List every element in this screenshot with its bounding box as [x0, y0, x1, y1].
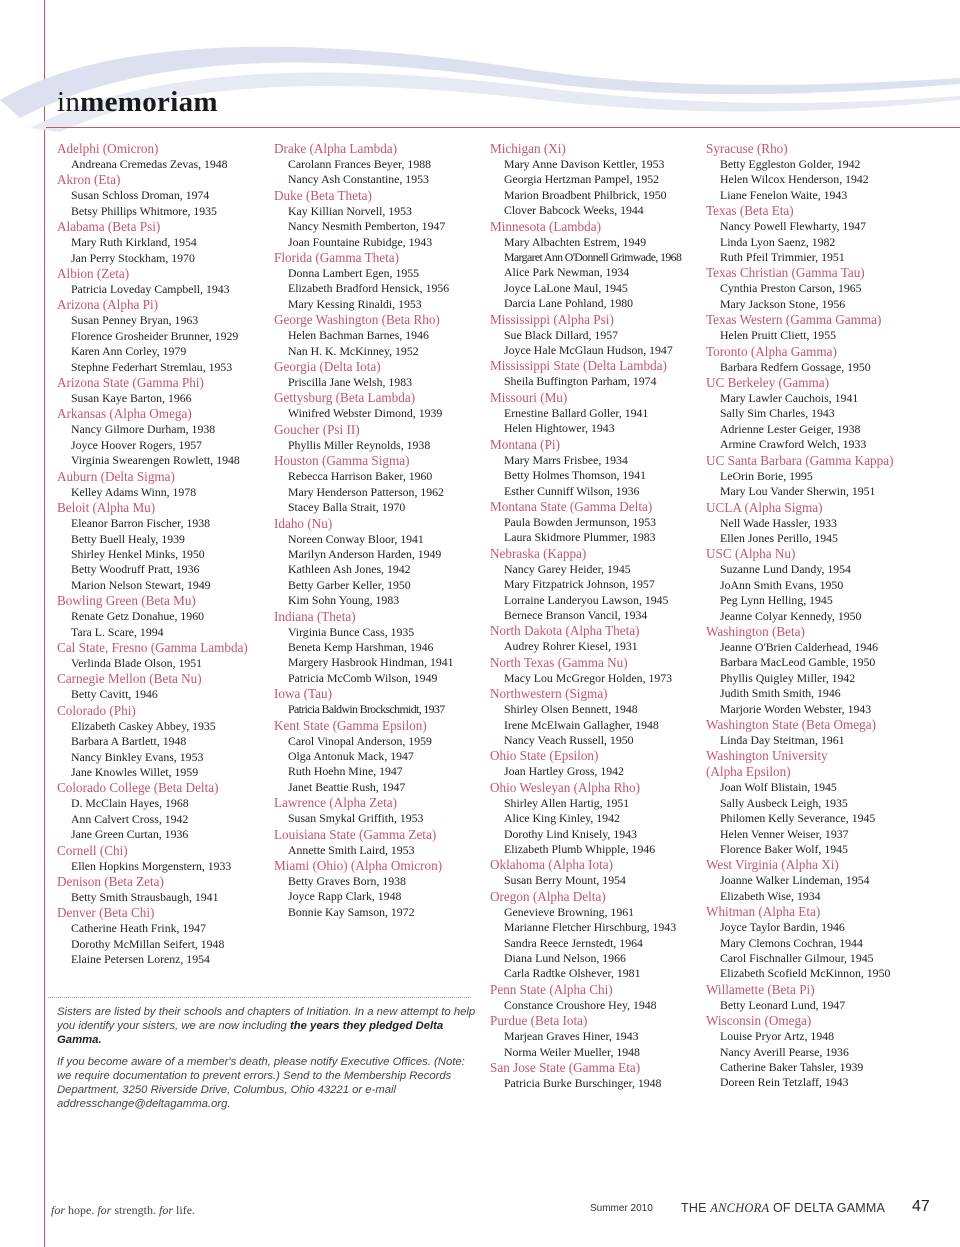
- column-4: [706, 141, 911, 1091]
- school-heading: Bowling Green (Beta Mu): [57, 593, 196, 609]
- member-entry: Verlinda Blade Olson, 1951: [71, 655, 203, 670]
- note-divider: [48, 997, 471, 998]
- member-entry: Liane Fenelon Waite, 1943: [720, 187, 848, 202]
- school-heading: Colorado College (Beta Delta): [57, 780, 219, 796]
- school-heading: Drake (Alpha Lambda): [274, 141, 398, 156]
- member-entry: Betty Holmes Thomson, 1941: [504, 468, 647, 483]
- school-heading: Duke (Beta Theta): [274, 187, 372, 203]
- member-entry: Ruth Hoehn Mine, 1947: [288, 764, 403, 779]
- member-entry: Nancy Nesmith Pemberton, 1947: [288, 219, 446, 234]
- school-heading: Cal State, Fresno (Gamma Lambda): [57, 639, 248, 655]
- school-heading: Wisconsin (Omega): [706, 1013, 812, 1029]
- member-entry: Kay Killian Norvell, 1953: [288, 203, 412, 218]
- member-entry: Joanne Walker Lindeman, 1954: [720, 873, 870, 888]
- member-entry: Georgia Hertzman Pampel, 1952: [504, 172, 660, 187]
- member-entry: Barbara MacLeod Gamble, 1950: [720, 655, 876, 670]
- member-entry: Jeanne O'Brien Calderhead, 1946: [720, 639, 879, 654]
- magazine-name: THE ANCHORA OF DELTA GAMMA: [681, 1201, 886, 1215]
- school-heading: Colorado (Phi): [57, 702, 136, 718]
- member-entry: Karen Ann Corley, 1979: [71, 344, 187, 359]
- member-entry: Alice King Kinley, 1942: [504, 811, 620, 826]
- school-heading: Ohio Wesleyan (Alpha Rho): [490, 779, 640, 795]
- title-rule: [46, 127, 960, 128]
- member-entry: Jan Perry Stockham, 1970: [71, 250, 195, 265]
- member-entry: Carol Fischnaller Gilmour, 1945: [720, 951, 874, 966]
- school-heading: Arkansas (Alpha Omega): [57, 406, 192, 422]
- member-entry: Marjorie Worden Webster, 1943: [720, 701, 872, 716]
- member-entry: Helen Hightower, 1943: [504, 421, 615, 436]
- member-entry: Dorothy McMillan Seifert, 1948: [71, 936, 225, 951]
- member-entry: Sue Black Dillard, 1957: [504, 327, 619, 342]
- member-entry: Betty Smith Strausbaugh, 1941: [71, 890, 219, 904]
- school-heading: North Texas (Gamma Nu): [490, 654, 628, 670]
- member-entry: Winifred Webster Dimond, 1939: [288, 406, 443, 421]
- member-entry: Dorothy Lind Knisely, 1943: [504, 826, 637, 841]
- member-entry: Sally Sim Charles, 1943: [720, 406, 835, 421]
- member-entry: Philomen Kelly Severance, 1945: [720, 811, 876, 826]
- school-heading: Kent State (Gamma Epsilon): [274, 717, 427, 733]
- school-heading: Carnegie Mellon (Beta Nu): [57, 671, 202, 687]
- member-entry: Nancy Veach Russell, 1950: [504, 732, 634, 747]
- member-entry: Ellen Jones Perillo, 1945: [720, 530, 838, 545]
- school-heading: Cornell (Chi): [57, 842, 128, 858]
- member-entry: Linda Day Steitman, 1961: [720, 732, 845, 747]
- member-entry: Barbara A Bartlett, 1948: [71, 734, 187, 749]
- member-entry: Mary Lawler Cauchois, 1941: [720, 391, 859, 406]
- member-entry: Joyce LaLone Maul, 1945: [504, 280, 628, 295]
- member-entry: Jane Knowles Willet, 1959: [71, 764, 199, 779]
- member-entry: Helen Bachman Barnes, 1946: [288, 328, 429, 343]
- member-entry: Patricia Baldwin Brockschmidt, 1937: [288, 702, 445, 717]
- school-heading: Arizona (Alpha Pi): [57, 297, 159, 313]
- member-entry: Donna Lambert Egen, 1955: [288, 266, 420, 281]
- school-heading: Syracuse (Rho): [706, 141, 788, 156]
- member-entry: Nancy Gilmore Durham, 1938: [71, 422, 216, 437]
- school-heading: Montana State (Gamma Delta): [490, 498, 653, 514]
- member-entry: Patricia Burke Burschinger, 1948: [504, 1076, 662, 1091]
- member-entry: Nancy Binkley Evans, 1953: [71, 749, 204, 764]
- school-heading: Whitman (Alpha Eta): [706, 904, 821, 920]
- school-heading: Ohio State (Epsilon): [490, 748, 599, 764]
- member-entry: Renate Getz Donahue, 1960: [71, 609, 204, 624]
- member-entry: Suzanne Lund Dandy, 1954: [720, 562, 851, 577]
- member-entry: Helen Pruitt Cliett, 1955: [720, 328, 836, 343]
- school-heading: Texas Christian (Gamma Tau): [706, 265, 865, 281]
- school-heading: Georgia (Delta Iota): [274, 359, 381, 375]
- member-entry: Genevieve Browning, 1961: [504, 904, 635, 919]
- school-heading: Gettysburg (Beta Lambda): [274, 390, 416, 406]
- member-entry: Joyce Rapp Clark, 1948: [288, 889, 402, 904]
- school-heading: Toronto (Alpha Gamma): [706, 343, 837, 359]
- member-entry: Patricia McComb Wilson, 1949: [288, 670, 438, 685]
- school-heading: Washington (Beta): [706, 623, 805, 639]
- member-entry: Jane Green Curtan, 1936: [71, 827, 189, 842]
- school-heading: Northwestern (Sigma): [490, 686, 608, 702]
- member-entry: JoAnn Smith Evans, 1950: [720, 577, 844, 592]
- member-entry: Shirley Olsen Bennett, 1948: [504, 702, 638, 717]
- school-heading: Beloit (Alpha Mu): [57, 500, 156, 516]
- member-entry: Alice Park Newman, 1934: [504, 265, 630, 280]
- member-entry: Cynthia Preston Carson, 1965: [720, 281, 862, 296]
- footer-tagline: for hope. for strength. for life.: [51, 1203, 196, 1217]
- member-entry: Nancy Averill Pearse, 1936: [720, 1044, 849, 1059]
- member-entry: Darcia Lane Pohland, 1980: [504, 296, 634, 311]
- member-entry: Mary Marrs Frisbee, 1934: [504, 452, 628, 467]
- member-entry: Bonnie Kay Samson, 1972: [288, 904, 415, 919]
- member-entry: Ruth Pfeil Trimmier, 1951: [720, 250, 845, 265]
- member-entry: Phyllis Quigley Miller, 1942: [720, 670, 856, 685]
- school-heading: Texas Western (Gamma Gamma): [706, 312, 882, 328]
- member-entry: Priscilla Jane Welsh, 1983: [288, 375, 412, 390]
- member-entry: Betty Eggleston Golder, 1942: [720, 157, 861, 171]
- member-entry: Betty Buell Healy, 1939: [71, 531, 185, 546]
- school-heading: North Dakota (Alpha Theta): [490, 623, 640, 639]
- school-heading: Minnesota (Lambda): [490, 218, 601, 234]
- school-heading: Adelphi (Omicron): [57, 141, 159, 156]
- column-3: [490, 141, 695, 1091]
- member-entry: Paula Bowden Jermunson, 1953: [504, 514, 657, 529]
- member-entry: Jeanne Colyar Kennedy, 1950: [720, 608, 862, 623]
- school-heading: Nebraska (Kappa): [490, 545, 587, 561]
- member-entry: Florence Baker Wolf, 1945: [720, 842, 848, 856]
- member-entry: Susan Penney Bryan, 1963: [71, 313, 199, 328]
- member-entry: Virginia Swearengen Rowlett, 1948: [71, 453, 240, 468]
- school-heading: Arizona State (Gamma Phi): [57, 375, 204, 391]
- school-heading: USC (Alpha Nu): [706, 546, 796, 562]
- member-entry: Joyce Hoover Rogers, 1957: [71, 437, 203, 452]
- member-entry: Marion Nelson Stewart, 1949: [71, 577, 211, 592]
- school-heading: Michigan (Xi): [490, 141, 566, 156]
- member-entry: Annette Smith Laird, 1953: [288, 842, 415, 857]
- member-entry: Betty Woodruff Pratt, 1936: [71, 562, 200, 577]
- member-entry: Beneta Kemp Harshman, 1946: [288, 639, 434, 654]
- member-entry: Diana Lund Nelson, 1966: [504, 951, 626, 966]
- member-entry: Ellen Hopkins Morgenstern, 1933: [71, 858, 232, 873]
- school-heading: George Washington (Beta Rho): [274, 312, 440, 328]
- member-entry: D. McClain Hayes, 1968: [71, 796, 189, 811]
- member-entry: Olga Antonuk Mack, 1947: [288, 748, 414, 763]
- member-entry: Lorraine Landeryou Lawson, 1945: [504, 592, 669, 607]
- margin-rule: [44, 0, 45, 1247]
- member-entry: Carol Vinopal Anderson, 1959: [288, 733, 432, 748]
- member-entry: LeOrin Borie, 1995: [720, 468, 813, 483]
- member-entry: Marianne Fletcher Hirschburg, 1943: [504, 920, 677, 935]
- member-entry: Laura Skidmore Plummer, 1983: [504, 530, 656, 545]
- member-entry: Nancy Powell Flewharty, 1947: [720, 219, 867, 234]
- page-title: inmemoriam: [57, 86, 218, 118]
- member-entry: Janet Beattie Rush, 1947: [288, 779, 406, 794]
- member-entry: Stephne Federhart Stremlau, 1953: [71, 359, 233, 374]
- school-heading: Mississippi (Alpha Psi): [490, 311, 614, 327]
- member-entry: Ernestine Ballard Goller, 1941: [504, 405, 649, 420]
- member-entry: Carolann Frances Beyer, 1988: [288, 157, 432, 171]
- member-entry: Marilyn Anderson Harden, 1949: [288, 546, 442, 561]
- school-heading: Oklahoma (Alpha Iota): [490, 857, 614, 873]
- member-entry: Betty Graves Born, 1938: [288, 874, 406, 888]
- member-entry: Macy Lou McGregor Holden, 1973: [504, 670, 673, 685]
- member-entry: Adrienne Lester Geiger, 1938: [720, 421, 861, 436]
- member-entry: Mary Jackson Stone, 1956: [720, 296, 846, 311]
- member-entry: Carla Radtke Olshever, 1981: [504, 966, 641, 981]
- member-entry: Marjean Graves Hiner, 1943: [504, 1029, 639, 1044]
- member-entry: Mary Albachten Estrem, 1949: [504, 234, 647, 249]
- member-entry: Nan H. K. McKinney, 1952: [288, 343, 419, 358]
- member-entry: Sally Ausbeck Leigh, 1935: [720, 795, 848, 810]
- member-entry: Judith Smith Smith, 1946: [720, 686, 841, 701]
- school-heading-continued: (Alpha Epsilon): [706, 764, 791, 780]
- member-entry: Shirley Allen Hartig, 1951: [504, 795, 630, 810]
- school-heading: Akron (Eta): [57, 172, 121, 188]
- member-entry: Virginia Bunce Cass, 1935: [288, 624, 415, 639]
- note-paragraph-2: If you become aware of a member's death, please notify Executive Offices. (Note: we require documentation to prevent errors.) Send to the Membership Records Department, 3250 Riverside Drive, Columbus, Ohio 43221 or e-mail addresschange@deltagamma.org.: [57, 1056, 465, 1110]
- member-entry: Mary Lou Vander Sherwin, 1951: [720, 484, 876, 499]
- school-heading: Purdue (Beta Iota): [490, 1013, 588, 1029]
- member-entry: Betty Leonard Lund, 1947: [720, 997, 846, 1012]
- school-heading: Idaho (Nu): [274, 515, 333, 531]
- member-entry: Rebecca Harrison Baker, 1960: [288, 469, 433, 484]
- member-entry: Joan Hartley Gross, 1942: [504, 764, 624, 779]
- school-heading: Albion (Zeta): [57, 266, 130, 282]
- school-heading: Louisiana State (Gamma Zeta): [274, 826, 437, 842]
- member-entry: Margaret Ann O'Donnell Grimwade, 1968: [504, 250, 682, 265]
- school-heading: Texas (Beta Eta): [706, 203, 794, 219]
- member-entry: Margery Hasbrook Hindman, 1941: [288, 655, 454, 670]
- school-heading: Alabama (Beta Psi): [57, 219, 161, 235]
- member-entry: Tara L. Scare, 1994: [71, 624, 164, 639]
- member-entry: Elizabeth Caskey Abbey, 1935: [71, 718, 216, 733]
- member-entry: Stacey Balla Strait, 1970: [288, 500, 406, 515]
- member-entry: Susan Smykal Griffith, 1953: [288, 811, 424, 826]
- school-heading: UC Santa Barbara (Gamma Kappa): [706, 452, 894, 468]
- member-entry: Nancy Ash Constantine, 1953: [288, 172, 429, 187]
- member-entry: Mary Fitzpatrick Johnson, 1957: [504, 577, 655, 592]
- member-entry: Kathleen Ash Jones, 1942: [288, 562, 411, 577]
- member-entry: Nell Wade Hassler, 1933: [720, 515, 837, 530]
- school-heading: Montana (Pi): [490, 436, 560, 452]
- member-entry: Joan Fountaine Rubidge, 1943: [288, 234, 433, 249]
- school-heading: Washington University: [706, 748, 828, 764]
- column-1: [57, 141, 262, 968]
- page-number: 47: [912, 1198, 930, 1215]
- member-entry: Elizabeth Wise, 1934: [720, 888, 821, 903]
- member-entry: Esther Cunniff Wilson, 1936: [504, 483, 640, 498]
- member-entry: Andreana Cremedas Zevas, 1948: [71, 157, 228, 171]
- member-entry: Catherine Heath Frink, 1947: [71, 921, 206, 936]
- note-paragraph-1: Sisters are listed by their schools and chapters of Initiation. In a new attempt to help you identify your sisters, we are now including the years they pledged Delta Gamma.: [57, 1006, 476, 1046]
- school-heading: Houston (Gamma Sigma): [274, 453, 410, 469]
- editor-note: [57, 1005, 477, 1119]
- school-heading: Auburn (Delta Sigma): [57, 468, 175, 484]
- member-entry: Louise Pryor Artz, 1948: [720, 1029, 835, 1044]
- member-entry: Elaine Petersen Lorenz, 1954: [71, 952, 210, 967]
- member-entry: Susan Kaye Barton, 1966: [71, 391, 192, 406]
- member-entry: Elizabeth Bradford Hensick, 1956: [288, 281, 450, 296]
- school-heading: Miami (Ohio) (Alpha Omicron): [274, 858, 443, 873]
- member-entry: Sheila Buffington Parham, 1974: [504, 374, 657, 389]
- member-entry: Kim Sohn Young, 1983: [288, 593, 400, 608]
- member-entry: Joyce Hale McGlaun Hudson, 1947: [504, 343, 673, 358]
- issue-date: Summer 2010: [590, 1203, 653, 1214]
- column-2: [274, 141, 479, 920]
- member-entry: Sandra Reece Jernstedt, 1964: [504, 935, 643, 950]
- school-heading: Iowa (Tau): [274, 686, 333, 702]
- school-heading: Washington State (Beta Omega): [706, 716, 876, 732]
- member-entry: Helen Wilcox Henderson, 1942: [720, 172, 869, 187]
- member-entry: Mary Anne Davison Kettler, 1953: [504, 157, 665, 171]
- member-entry: Phyllis Miller Reynolds, 1938: [288, 437, 431, 452]
- member-entry: Barbara Redfern Gossage, 1950: [720, 359, 871, 374]
- member-entry: Susan Schloss Droman, 1974: [71, 188, 210, 203]
- member-entry: Mary Kessing Rinaldi, 1953: [288, 296, 422, 311]
- school-heading: Penn State (Alpha Chi): [490, 981, 613, 997]
- member-entry: Audrey Rohrer Kiesel, 1931: [504, 639, 638, 654]
- member-entry: Ann Calvert Cross, 1942: [71, 811, 189, 826]
- school-heading: Indiana (Theta): [274, 608, 356, 624]
- school-heading: Mississippi State (Delta Lambda): [490, 358, 667, 374]
- member-entry: Mary Clemons Cochran, 1944: [720, 935, 863, 950]
- member-entry: Joyce Taylor Bardin, 1946: [720, 920, 845, 935]
- member-entry: Bernece Branson Vancil, 1934: [504, 607, 648, 622]
- school-heading: West Virginia (Alpha Xi): [706, 857, 839, 873]
- member-entry: Helen Venner Weiser, 1937: [720, 826, 849, 841]
- member-entry: Doreen Rein Tetzlaff, 1943: [720, 1075, 849, 1090]
- school-heading: Lawrence (Alpha Zeta): [274, 795, 398, 811]
- school-heading: Denison (Beta Zeta): [57, 874, 164, 889]
- member-entry: Betty Cavitt, 1946: [71, 687, 158, 702]
- member-entry: Betsy Phillips Whitmore, 1935: [71, 203, 217, 218]
- school-heading: UC Berkeley (Gamma): [706, 375, 830, 391]
- member-entry: Marion Broadbent Philbrick, 1950: [504, 187, 667, 202]
- school-heading: Goucher (Psi II): [274, 421, 360, 437]
- school-heading: Florida (Gamma Theta): [274, 250, 399, 266]
- member-entry: Elizabeth Scofield McKinnon, 1950: [720, 966, 891, 981]
- member-entry: Mary Ruth Kirkland, 1954: [71, 235, 197, 250]
- member-entry: Florence Grosheider Brunner, 1929: [71, 328, 239, 343]
- member-entry: Kelley Adams Winn, 1978: [71, 484, 197, 499]
- member-entry: Joan Wolf Blistain, 1945: [720, 780, 837, 795]
- member-entry: Norma Weiler Mueller, 1948: [504, 1044, 640, 1059]
- member-entry: Eleanor Barron Fischer, 1938: [71, 516, 211, 531]
- member-entry: Betty Garber Keller, 1950: [288, 577, 411, 592]
- member-entry: Linda Lyon Saenz, 1982: [720, 234, 836, 249]
- school-heading: San Jose State (Gamma Eta): [490, 1060, 641, 1076]
- school-heading: UCLA (Alpha Sigma): [706, 499, 823, 515]
- member-entry: Patricia Loveday Campbell, 1943: [71, 282, 230, 297]
- school-heading: Oregon (Alpha Delta): [490, 888, 606, 904]
- member-entry: Irene McElwain Gallagher, 1948: [504, 717, 659, 732]
- member-entry: Susan Berry Mount, 1954: [504, 873, 626, 888]
- school-heading: Denver (Beta Chi): [57, 905, 155, 921]
- school-heading: Willamette (Beta Pi): [706, 981, 815, 997]
- member-entry: Mary Henderson Patterson, 1962: [288, 484, 444, 499]
- member-entry: Noreen Conway Bloor, 1941: [288, 531, 424, 546]
- school-heading: Missouri (Mu): [490, 389, 568, 405]
- member-entry: Catherine Baker Tahsler, 1939: [720, 1060, 864, 1075]
- member-entry: Shirley Henkel Minks, 1950: [71, 546, 205, 561]
- member-entry: Constance Croushore Hey, 1948: [504, 997, 657, 1012]
- member-entry: Elizabeth Plumb Whipple, 1946: [504, 842, 656, 856]
- member-entry: Armine Crawford Welch, 1933: [720, 437, 867, 452]
- member-entry: Peg Lynn Helling, 1945: [720, 593, 833, 608]
- member-entry: Clover Babcock Weeks, 1944: [504, 203, 644, 218]
- member-entry: Nancy Garey Heider, 1945: [504, 561, 631, 576]
